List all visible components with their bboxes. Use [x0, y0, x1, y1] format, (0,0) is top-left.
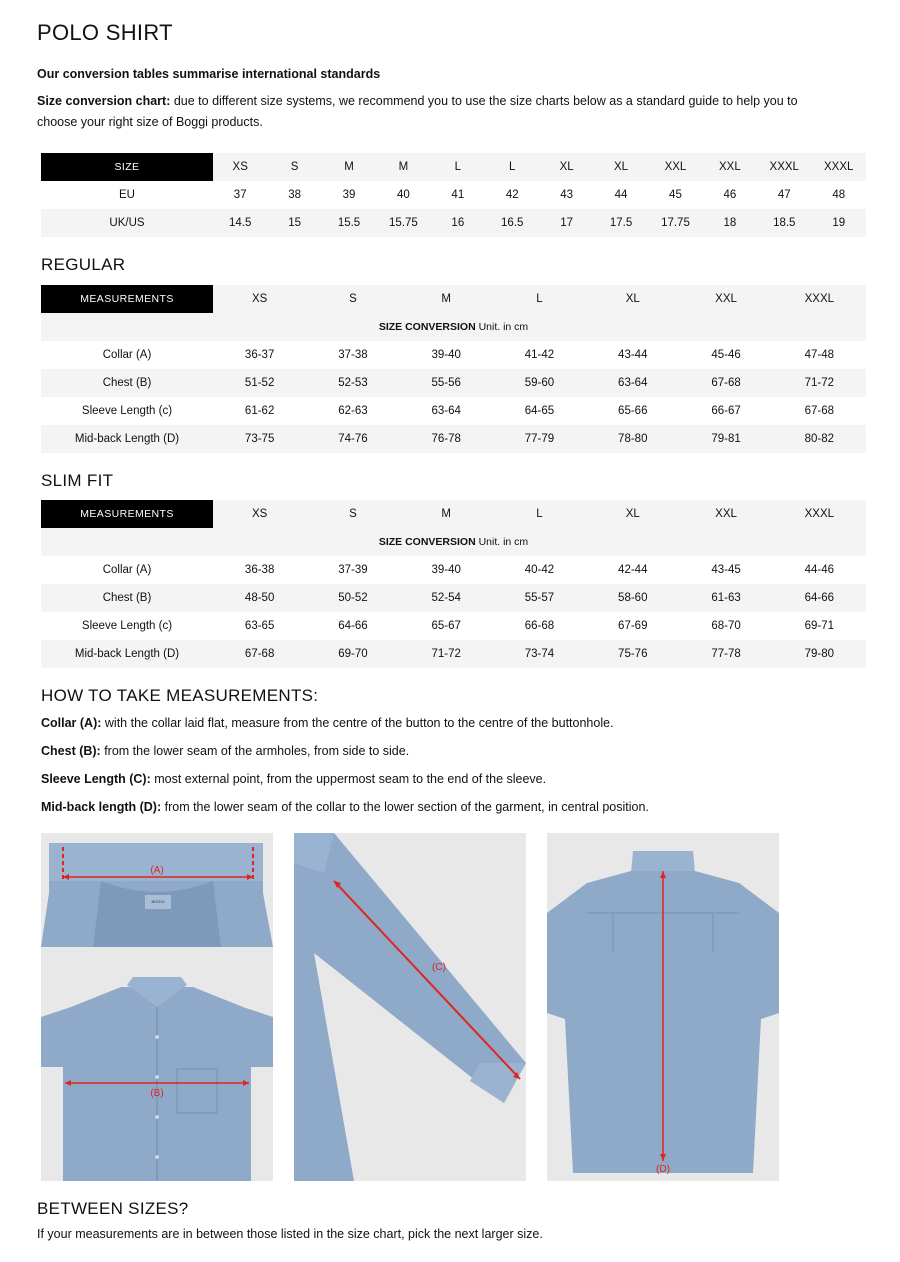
- table-cell: 68-70: [679, 612, 772, 640]
- table-cell: 47-48: [773, 341, 866, 369]
- row-label: Collar (A): [41, 556, 213, 584]
- table-cell: 71-72: [773, 369, 866, 397]
- table-cell: 43: [539, 181, 593, 209]
- table-cell: 63-64: [400, 397, 493, 425]
- table-cell: 67-68: [773, 397, 866, 425]
- size-header-label: SIZE: [41, 153, 213, 181]
- size-header-cell: L: [493, 500, 586, 528]
- size-header-cell: XXXL: [757, 153, 811, 181]
- size-header-cell: XS: [213, 500, 306, 528]
- measurements-header-label: MEASUREMENTS: [41, 285, 213, 313]
- size-conversion-caption: [41, 528, 866, 556]
- table-cell: 63-65: [213, 612, 306, 640]
- table-cell: 41-42: [493, 341, 586, 369]
- table-cell: 63-64: [586, 369, 679, 397]
- table-cell: 79-80: [773, 640, 866, 668]
- table-cell: 42: [485, 181, 539, 209]
- label-d: (D): [656, 1164, 670, 1175]
- table-cell: 43-45: [679, 556, 772, 584]
- table-cell: 51-52: [213, 369, 306, 397]
- row-label: Chest (B): [41, 584, 213, 612]
- table-cell: 14.5: [213, 209, 267, 237]
- table-cell: 73-74: [493, 640, 586, 668]
- table-cell: 64-66: [306, 612, 399, 640]
- table-cell: 69-70: [306, 640, 399, 668]
- back-photo: [547, 833, 779, 1181]
- table-cell: 41: [431, 181, 485, 209]
- table-cell: 67-68: [213, 640, 306, 668]
- table-cell: 80-82: [773, 425, 866, 453]
- table-row: [41, 612, 866, 640]
- size-conversion-caption: [41, 313, 866, 341]
- regular-title: REGULAR: [41, 255, 126, 274]
- table-cell: 48-50: [213, 584, 306, 612]
- table-cell: 55-56: [400, 369, 493, 397]
- label-c: (C): [432, 962, 446, 973]
- size-header-cell: XL: [586, 500, 679, 528]
- between-sizes-text: If your measurements are in between those listed in the size chart, pick the next larger size.: [37, 1227, 543, 1241]
- regular-table: [41, 285, 866, 453]
- row-label: Mid-back Length (D): [41, 640, 213, 668]
- table-cell: 74-76: [306, 425, 399, 453]
- table-cell: 39-40: [400, 556, 493, 584]
- table-cell: 64-65: [493, 397, 586, 425]
- page-title: POLO SHIRT: [37, 20, 173, 45]
- size-header-cell: L: [485, 153, 539, 181]
- table-cell: 47: [757, 181, 811, 209]
- table-cell: 64-66: [773, 584, 866, 612]
- how-to-chest-text: from the lower seam of the armholes, from side to side.: [100, 744, 410, 758]
- slim-fit-table: [41, 500, 866, 668]
- table-row: [41, 556, 866, 584]
- table-cell: 65-67: [400, 612, 493, 640]
- table-cell: 76-78: [400, 425, 493, 453]
- size-header-cell: XS: [213, 285, 306, 313]
- brand-tag: BOGGI: [151, 899, 165, 904]
- collar-photo: [41, 833, 273, 947]
- table-cell: 55-57: [493, 584, 586, 612]
- size-conversion-unit: Unit. in cm: [475, 321, 529, 333]
- table-cell: 18: [703, 209, 757, 237]
- table-cell: 79-81: [679, 425, 772, 453]
- size-header-cell: XXXL: [773, 285, 866, 313]
- table-row: [41, 397, 866, 425]
- row-label: Sleeve Length (c): [41, 397, 213, 425]
- measurements-header-label: MEASUREMENTS: [41, 500, 213, 528]
- row-label: EU: [41, 181, 213, 209]
- measurements-header-row: [41, 500, 866, 528]
- intro-label: Size conversion chart:: [37, 94, 171, 108]
- how-to-chest-label: Chest (B):: [41, 744, 101, 758]
- how-to-collar-label: Collar (A):: [41, 716, 102, 730]
- table-cell: 67-69: [586, 612, 679, 640]
- sleeve-photo: [294, 833, 526, 1181]
- table-row: [41, 369, 866, 397]
- how-to-sleeve-label: Sleeve Length (C):: [41, 772, 151, 786]
- table-cell: 16: [431, 209, 485, 237]
- table-cell: 52-54: [400, 584, 493, 612]
- size-header-cell: S: [267, 153, 321, 181]
- intro-paragraph: [37, 91, 817, 133]
- table-cell: 19: [811, 209, 866, 237]
- table-cell: 71-72: [400, 640, 493, 668]
- table-cell: 44: [594, 181, 648, 209]
- size-header-cell: L: [431, 153, 485, 181]
- size-header-cell: XXXL: [773, 500, 866, 528]
- how-to-midback-label: Mid-back length (D):: [41, 800, 162, 814]
- table-cell: 69-71: [773, 612, 866, 640]
- table-cell: 46: [703, 181, 757, 209]
- how-to-chest: [41, 744, 409, 758]
- how-to-midback: [41, 800, 649, 814]
- size-conversion-row: [41, 528, 866, 556]
- table-cell: 58-60: [586, 584, 679, 612]
- table-cell: 37-39: [306, 556, 399, 584]
- table-cell: 78-80: [586, 425, 679, 453]
- table-row: [41, 209, 866, 237]
- how-to-midback-text: from the lower seam of the collar to the lower section of the garment, in central position.: [161, 800, 649, 814]
- row-label: Mid-back Length (D): [41, 425, 213, 453]
- table-cell: 39: [322, 181, 376, 209]
- how-to-collar-text: with the collar laid flat, measure from the centre of the button to the centre of the buttonhole.: [101, 716, 614, 730]
- table-cell: 15: [267, 209, 321, 237]
- table-cell: 48: [811, 181, 866, 209]
- table-cell: 43-44: [586, 341, 679, 369]
- size-header-cell: M: [322, 153, 376, 181]
- row-label: Sleeve Length (c): [41, 612, 213, 640]
- size-header-row: [41, 153, 866, 181]
- table-cell: 67-68: [679, 369, 772, 397]
- size-conversion-label: SIZE CONVERSION: [378, 536, 476, 548]
- size-header-cell: XL: [539, 153, 593, 181]
- table-cell: 73-75: [213, 425, 306, 453]
- how-to-sleeve-text: most external point, from the uppermost seam to the end of the sleeve.: [150, 772, 547, 786]
- size-conversion-unit: Unit. in cm: [475, 536, 529, 548]
- table-row: [41, 181, 866, 209]
- size-header-cell: L: [493, 285, 586, 313]
- intro-text: due to different size systems, we recommend you to use the size charts below as a standard guide to help you to choose your right size of Boggi products.: [37, 94, 798, 129]
- size-header-cell: M: [400, 500, 493, 528]
- size-conversion-label: SIZE CONVERSION: [378, 321, 476, 333]
- table-cell: 39-40: [400, 341, 493, 369]
- size-header-cell: S: [306, 285, 399, 313]
- table-cell: 45-46: [679, 341, 772, 369]
- table-cell: 66-67: [679, 397, 772, 425]
- size-header-cell: XXL: [703, 153, 757, 181]
- table-cell: 62-63: [306, 397, 399, 425]
- table-cell: 66-68: [493, 612, 586, 640]
- table-cell: 75-76: [586, 640, 679, 668]
- table-cell: 15.5: [322, 209, 376, 237]
- table-cell: 40: [376, 181, 430, 209]
- table-cell: 61-62: [213, 397, 306, 425]
- table-cell: 36-37: [213, 341, 306, 369]
- size-header-cell: XS: [213, 153, 267, 181]
- table-cell: 44-46: [773, 556, 866, 584]
- table-cell: 77-79: [493, 425, 586, 453]
- slim-fit-title: SLIM FIT: [41, 471, 114, 490]
- table-row: [41, 425, 866, 453]
- table-cell: 17: [539, 209, 593, 237]
- table-cell: 61-63: [679, 584, 772, 612]
- table-cell: 52-53: [306, 369, 399, 397]
- measurements-header-row: [41, 285, 866, 313]
- how-to-sleeve: [41, 772, 546, 786]
- size-header-cell: XXXL: [811, 153, 866, 181]
- row-label: UK/US: [41, 209, 213, 237]
- row-label: Chest (B): [41, 369, 213, 397]
- table-cell: 42-44: [586, 556, 679, 584]
- table-row: [41, 584, 866, 612]
- table-cell: 65-66: [586, 397, 679, 425]
- table-cell: 59-60: [493, 369, 586, 397]
- how-to-collar: [41, 716, 614, 730]
- size-header-cell: M: [376, 153, 430, 181]
- size-header-cell: XL: [594, 153, 648, 181]
- label-b: (B): [150, 1088, 164, 1099]
- chest-photo: [41, 947, 273, 1181]
- table-cell: 36-38: [213, 556, 306, 584]
- size-header-cell: XXL: [679, 500, 772, 528]
- table-cell: 77-78: [679, 640, 772, 668]
- table-row: [41, 640, 866, 668]
- table-row: [41, 341, 866, 369]
- table-cell: 18.5: [757, 209, 811, 237]
- table-cell: 37-38: [306, 341, 399, 369]
- label-a: (A): [150, 865, 164, 876]
- size-conversion-row: [41, 313, 866, 341]
- table-cell: 40-42: [493, 556, 586, 584]
- size-header-cell: M: [400, 285, 493, 313]
- table-cell: 38: [267, 181, 321, 209]
- table-cell: 16.5: [485, 209, 539, 237]
- size-header-cell: XXL: [679, 285, 772, 313]
- row-label: Collar (A): [41, 341, 213, 369]
- table-cell: 17.75: [648, 209, 702, 237]
- size-header-cell: XXL: [648, 153, 702, 181]
- how-to-title: HOW TO TAKE MEASUREMENTS:: [41, 686, 319, 705]
- table-cell: 45: [648, 181, 702, 209]
- table-cell: 15.75: [376, 209, 430, 237]
- between-sizes-title: BETWEEN SIZES?: [37, 1199, 189, 1218]
- table-cell: 37: [213, 181, 267, 209]
- size-header-cell: XL: [586, 285, 679, 313]
- size-conversion-table: [41, 153, 866, 237]
- subtitle: Our conversion tables summarise international standards: [37, 67, 381, 81]
- size-header-cell: S: [306, 500, 399, 528]
- table-cell: 50-52: [306, 584, 399, 612]
- table-cell: 17.5: [594, 209, 648, 237]
